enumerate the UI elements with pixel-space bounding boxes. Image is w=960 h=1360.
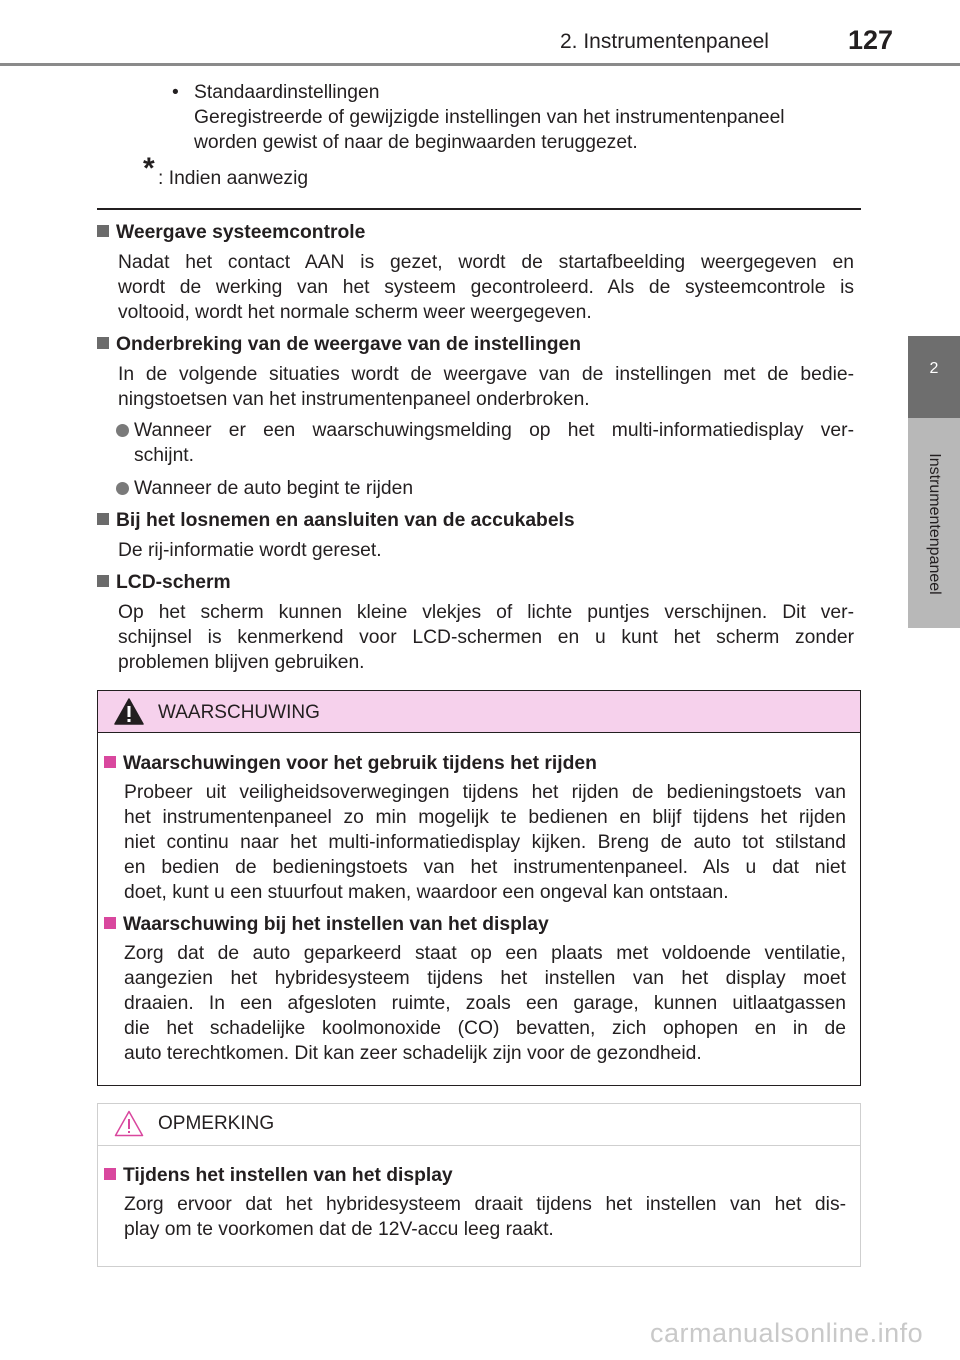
- warning-line: aangezien het hybridesysteem tijdens het instellen van het display moet: [124, 968, 846, 989]
- note-heading: Tijdens het instellen van het display: [104, 1163, 453, 1188]
- body-line: De rij-informatie wordt gereset.: [118, 540, 382, 561]
- header-rule: [0, 63, 960, 66]
- warning-heading: Waarschuwing bij het instellen van het display: [104, 912, 549, 937]
- body-line: Op het scherm kunnen kleine vlekjes of lichte puntjes verschijnen. Dit ver-: [118, 602, 854, 623]
- warning-line: niet continu naar het multi-informatiedisplay kijken. Breng de auto tot stilstand: [124, 832, 846, 853]
- body-line: wordt de werking van het systeem gecontroleerd. Als de systeemcontrole is: [118, 277, 854, 298]
- warning-line: draaien. In een afgesloten ruimte, zoals een garage, kunnen uitlaatgassen: [124, 993, 846, 1014]
- square-bullet-icon: [104, 1168, 116, 1180]
- section-heading: Bij het losnemen en aansluiten van de accukabels: [97, 508, 575, 533]
- body-line: In de volgende situaties wordt de weergave van de instellingen met de bedie-: [118, 364, 854, 385]
- section-heading: LCD-scherm: [97, 570, 231, 595]
- square-bullet-icon: [97, 225, 109, 237]
- chapter-tab-number: 2: [929, 360, 939, 377]
- warning-line: die het schadelijke koolmonoxide (CO) bevatten, zich ophopen en in de: [124, 1018, 846, 1039]
- square-bullet-icon: [104, 756, 116, 768]
- section-heading: Weergave systeemcontrole: [97, 220, 365, 245]
- body-line: voltooid, wordt het normale scherm weer weergegeven.: [118, 302, 592, 323]
- section-heading: Onderbreking van de weergave van de instellingen: [97, 332, 581, 357]
- square-bullet-icon: [97, 337, 109, 349]
- watermark: carmanualsonline.info: [650, 1318, 924, 1348]
- bullet-text-line: Wanneer er een waarschuwingsmelding op het multi-informatiedisplay ver-: [134, 420, 854, 441]
- note-header-divider: [98, 1145, 860, 1146]
- chapter-tab-label: Instrumentenpaneel: [926, 453, 943, 595]
- square-bullet-icon: [97, 575, 109, 587]
- warning-line: doet, kunt u een stuurfout maken, waardoor een ongeval kan ontstaan.: [124, 882, 729, 903]
- warning-line: auto terechtkomen. Dit kan zeer schadelijk zijn voor de gezondheid.: [124, 1043, 702, 1064]
- round-bullet-icon: [116, 424, 129, 437]
- page-number: 127: [848, 25, 894, 55]
- item-title: Standaardinstellingen: [194, 82, 380, 103]
- footnote-asterisk: *: [143, 152, 155, 185]
- note-line: Zorg ervoor dat het hybridesysteem draait tijdens het instellen van het dis-: [124, 1194, 846, 1215]
- warning-title: WAARSCHUWING: [158, 702, 320, 723]
- bullet-marker: •: [172, 82, 179, 103]
- body-line: schijnsel is kenmerkend voor LCD-schermen en u kunt het scherm zonder: [118, 627, 854, 648]
- bullet-text-line: Wanneer de auto begint te rijden: [134, 478, 414, 499]
- section-divider: [97, 208, 861, 210]
- bullet-text-line: schijnt.: [134, 445, 195, 466]
- warning-triangle-icon: [114, 698, 144, 725]
- running-header-section: 2. Instrumentenpaneel: [560, 30, 769, 53]
- warning-line: Probeer uit veiligheidsoverwegingen tijdens het rijden de bedieningstoets van: [124, 782, 846, 803]
- square-bullet-icon: [104, 917, 116, 929]
- round-bullet-icon: [116, 482, 129, 495]
- caution-triangle-icon: [114, 1110, 144, 1137]
- item-text-line: Geregistreerde of gewijzigde instellingen van het instrumentenpaneel: [194, 107, 785, 128]
- note-title: OPMERKING: [158, 1113, 275, 1134]
- warning-line: en bedien de bedieningstoets van het instrumentenpaneel. Als u dat niet: [124, 857, 846, 878]
- warning-line: het instrumentenpaneel zo min mogelijk te bedienen en blijf tijdens het rijden: [124, 807, 846, 828]
- square-bullet-icon: [97, 513, 109, 525]
- warning-line: Zorg dat de auto geparkeerd staat op een plaats met voldoende ventilatie,: [124, 943, 846, 964]
- body-line: ningstoetsen van het instrumentenpaneel onderbroken.: [118, 389, 590, 410]
- body-line: Nadat het contact AAN is gezet, wordt de startafbeelding weergegeven en: [118, 252, 854, 273]
- footnote-text: : Indien aanwezig: [158, 168, 309, 189]
- warning-heading: Waarschuwingen voor het gebruik tijdens het rijden: [104, 751, 597, 776]
- body-line: problemen blijven gebruiken.: [118, 652, 365, 673]
- item-text-line: worden gewist of naar de beginwaarden teruggezet.: [194, 132, 638, 153]
- note-line: play om te voorkomen dat de 12V-accu leeg raakt.: [124, 1219, 554, 1240]
